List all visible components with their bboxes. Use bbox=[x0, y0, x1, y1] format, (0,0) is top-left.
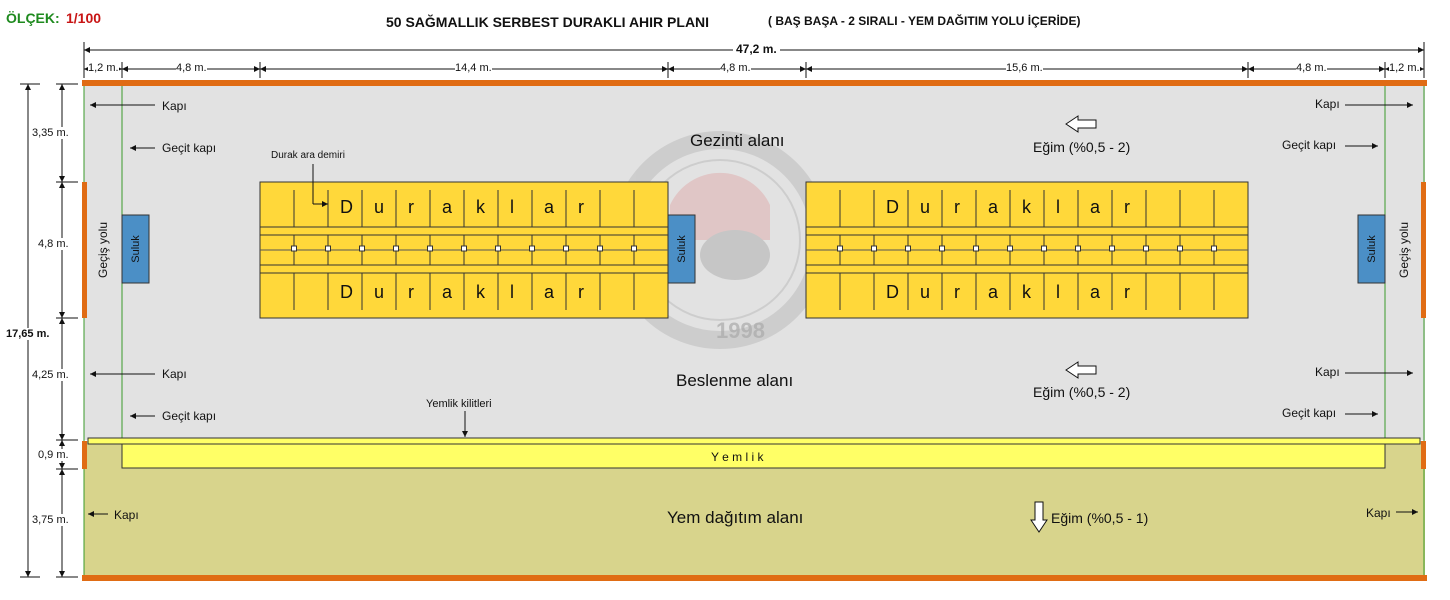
stall-bar-node bbox=[838, 246, 843, 251]
stall-letter: l bbox=[510, 282, 514, 302]
slope-label-feeding: Eğim (%0,5 - 2) bbox=[1033, 384, 1131, 400]
stall-bar-node bbox=[462, 246, 467, 251]
stall-letter: r bbox=[408, 282, 414, 302]
dim-segment-2: 14,4 m. bbox=[455, 62, 492, 74]
passage-label-left: Geçiş yolu bbox=[96, 221, 110, 279]
stall-letter: a bbox=[988, 197, 999, 217]
watermark-year: 1998 bbox=[716, 318, 765, 343]
scale-label: ÖLÇEK: bbox=[6, 10, 60, 26]
stall-bar-node bbox=[496, 246, 501, 251]
door-label-right-mid: Kapı bbox=[1315, 365, 1340, 379]
stall-letter: D bbox=[886, 282, 899, 302]
door-label-left-top: Kapı bbox=[162, 99, 187, 113]
gate-label-right-top: Geçit kapı bbox=[1282, 138, 1337, 152]
stall-bar-node bbox=[530, 246, 535, 251]
stall-bar-node bbox=[360, 246, 365, 251]
stall-bar-node bbox=[872, 246, 877, 251]
stall-letter: k bbox=[476, 282, 485, 302]
stall-letter: l bbox=[1056, 282, 1060, 302]
right-wall-segment bbox=[1421, 182, 1426, 318]
stall-letter: u bbox=[920, 197, 931, 217]
total-height-label: 17,65 m. bbox=[6, 328, 50, 340]
stall-bar-node bbox=[1144, 246, 1149, 251]
stall-bar-node bbox=[1076, 246, 1081, 251]
dim-row-3: 0,9 m. bbox=[38, 449, 69, 461]
stall-letter: u bbox=[374, 197, 385, 217]
stall-bar-node bbox=[906, 246, 911, 251]
water-label-right: Suluk bbox=[1366, 235, 1378, 263]
stall-letter: k bbox=[1022, 197, 1031, 217]
stall-letter: l bbox=[1056, 197, 1060, 217]
total-width-label: 47,2 m. bbox=[733, 42, 780, 56]
feed-lock-rail bbox=[88, 438, 1420, 444]
stall-letter: D bbox=[886, 197, 899, 217]
feed-locks-label: Yemlik kilitleri bbox=[426, 398, 492, 410]
stall-bar-node bbox=[1008, 246, 1013, 251]
stall-letter: a bbox=[442, 197, 453, 217]
page-title: 50 SAĞMALLIK SERBEST DURAKLI AHIR PLANI bbox=[386, 14, 710, 30]
stall-bar-node bbox=[1042, 246, 1047, 251]
stall-bar-node bbox=[1178, 246, 1183, 251]
stall-letter: a bbox=[1090, 282, 1101, 302]
stall-bar-node bbox=[292, 246, 297, 251]
stall-bar-label: Durak ara demiri bbox=[271, 150, 345, 161]
scale-value: 1/100 bbox=[66, 10, 102, 26]
stall-bar-node bbox=[326, 246, 331, 251]
stall-letter: a bbox=[442, 282, 453, 302]
stall-letter: u bbox=[920, 282, 931, 302]
stall-bar-node bbox=[394, 246, 399, 251]
dim-segment-0: 1,2 m. bbox=[88, 62, 119, 74]
slope-label-walking: Eğim (%0,5 - 2) bbox=[1033, 139, 1131, 155]
dim-row-4: 3,75 m. bbox=[32, 514, 69, 526]
dim-row-1: 4,8 m. bbox=[38, 238, 69, 250]
dim-segment-6: 1,2 m. bbox=[1389, 62, 1420, 74]
stall-bar-node bbox=[428, 246, 433, 251]
width-segment-dimensions bbox=[84, 62, 1424, 78]
stall-letter: D bbox=[340, 197, 353, 217]
manger-label: Y e m l i k bbox=[711, 450, 764, 464]
stall-letter: D bbox=[340, 282, 353, 302]
dim-segment-4: 15,6 m. bbox=[1006, 62, 1043, 74]
stall-letter: k bbox=[476, 197, 485, 217]
stall-letter: r bbox=[954, 197, 960, 217]
stall-letter: a bbox=[544, 197, 555, 217]
walking-area-label: Gezinti alanı bbox=[690, 131, 785, 150]
stall-bar-node bbox=[940, 246, 945, 251]
door-label-right-bottom: Kapı bbox=[1366, 506, 1391, 520]
feed-distribution-area-label: Yem dağıtım alanı bbox=[667, 508, 804, 527]
stall-bar-node bbox=[632, 246, 637, 251]
stall-bar-node bbox=[1110, 246, 1115, 251]
stall-letter: k bbox=[1022, 282, 1031, 302]
stall-letter: r bbox=[954, 282, 960, 302]
dim-segment-5: 4,8 m. bbox=[1296, 62, 1327, 74]
stall-letter: a bbox=[988, 282, 999, 302]
dim-row-2: 4,25 m. bbox=[32, 369, 69, 381]
dim-segment-3: 4,8 m. bbox=[720, 62, 751, 74]
stall-bar-node bbox=[974, 246, 979, 251]
door-label-left-mid: Kapı bbox=[162, 367, 187, 381]
page-subtitle: ( BAŞ BAŞA - 2 SIRALI - YEM DAĞITIM YOLU İÇERİDE) bbox=[768, 14, 1081, 28]
stall-bar-node bbox=[564, 246, 569, 251]
slope-label-feed-distribution: Eğim (%0,5 - 1) bbox=[1051, 510, 1149, 526]
left-wall-small bbox=[82, 441, 87, 469]
stall-bar-node bbox=[1212, 246, 1217, 251]
stall-letter: r bbox=[1124, 197, 1130, 217]
stall-letter: u bbox=[374, 282, 385, 302]
stall-bar-node bbox=[598, 246, 603, 251]
gate-label-right-mid: Geçit kapı bbox=[1282, 406, 1337, 420]
top-wall bbox=[82, 80, 1427, 86]
stall-letter: r bbox=[578, 282, 584, 302]
dim-row-0: 3,35 m. bbox=[32, 127, 69, 139]
water-label-center: Suluk bbox=[676, 235, 688, 263]
left-wall-segment bbox=[82, 182, 87, 318]
right-wall-small bbox=[1421, 441, 1426, 469]
stall-letter: a bbox=[544, 282, 555, 302]
gate-label-left-mid: Geçit kapı bbox=[162, 409, 217, 423]
stall-letter: a bbox=[1090, 197, 1101, 217]
bottom-wall bbox=[82, 575, 1427, 581]
gate-label-left-top: Geçit kapı bbox=[162, 141, 217, 155]
feeding-area-label: Beslenme alanı bbox=[676, 371, 794, 390]
water-label-left: Suluk bbox=[130, 235, 142, 263]
dim-segment-1: 4,8 m. bbox=[176, 62, 207, 74]
passage-label-right: Geçiş yolu bbox=[1397, 221, 1411, 279]
door-label-right-top: Kapı bbox=[1315, 97, 1340, 111]
door-label-left-bottom: Kapı bbox=[114, 508, 139, 522]
stall-letter: l bbox=[510, 197, 514, 217]
stall-letter: r bbox=[578, 197, 584, 217]
stall-letter: r bbox=[1124, 282, 1130, 302]
stall-letter: r bbox=[408, 197, 414, 217]
